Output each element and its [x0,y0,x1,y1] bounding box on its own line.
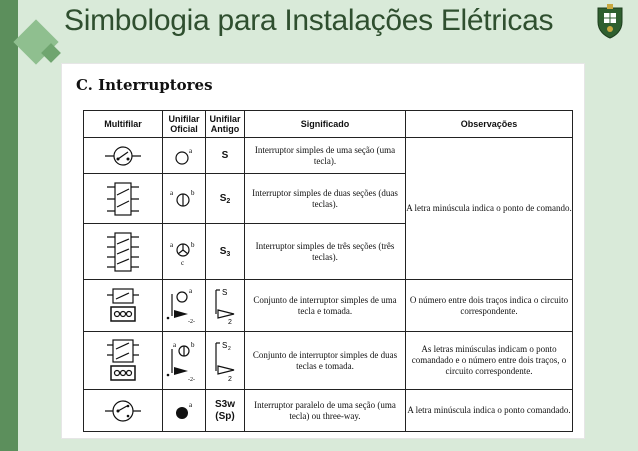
significado-text: Interruptor simples de três seções (três teclas). [245,224,406,280]
multifilar-symbol [84,224,163,280]
observacoes-text: A letra minúscula indica o ponto comandado. [406,390,573,432]
svg-text:a: a [170,240,174,249]
svg-text:-2-: -2- [188,376,195,383]
svg-text:a: a [189,400,193,409]
svg-text:2: 2 [228,318,232,326]
multifilar-symbol [84,138,163,174]
table-row [84,390,573,432]
header-unifilar-antigo: Unifilar Antigo [206,111,245,138]
unifilar-oficial-symbol [163,332,206,390]
multifilar-symbol [84,280,163,332]
unifilar-oficial-symbol [163,174,206,224]
unifilar-oficial-symbol [163,138,206,174]
svg-text:a: a [170,188,174,197]
svg-text:a: a [173,340,177,349]
svg-text:a: a [189,286,193,295]
svg-text:c: c [181,258,185,267]
unifilar-oficial-symbol [163,224,206,280]
significado-text: Interruptor simples de duas seções (duas teclas). [245,174,406,224]
antigo-label-parallel: (Sp) [215,410,235,422]
multifilar-symbol [84,390,163,432]
significado-text: Interruptor simples de uma seção (uma tecla). [245,138,406,174]
slide-title: Simbologia para Instalações Elétricas [64,4,554,37]
significado-text: Interruptor paralelo de uma seção (uma tecla) ou three-way. [245,390,406,432]
table-header-row [84,111,573,138]
left-accent-bar [0,0,18,451]
antigo-label-three-way: S3w [214,398,235,410]
observacoes-text: A letra minúscula indica o ponto de comando. [406,138,573,280]
observacoes-text: O número entre dois traços indica o circuito correspondente. [406,280,573,332]
svg-text:S: S [222,340,228,350]
significado-text: Conjunto de interruptor simples de duas teclas e tomada. [245,332,406,390]
significado-text: Conjunto de interruptor simples de uma tecla e tomada. [245,280,406,332]
svg-text:b: b [191,340,195,349]
svg-text:2: 2 [228,375,232,383]
scanned-document [62,64,584,438]
svg-text:b: b [191,188,195,197]
svg-text:S: S [222,287,228,297]
table-row [84,280,573,332]
header-observacoes: Observações [406,111,573,138]
table-row [84,138,573,174]
svg-text:2: 2 [228,345,231,352]
header-multifilar: Multifilar [84,111,163,138]
unifilar-antigo-symbol [206,332,245,390]
unifilar-antigo-symbol [206,390,245,432]
unifilar-antigo-symbol: $S_2$ [206,174,245,224]
svg-text:a: a [189,146,193,155]
observacoes-text: As letras minúsculas indicam o ponto comandado e o número entre dois traços, o circuito correspondente. [406,332,573,390]
multifilar-symbol [84,174,163,224]
section-title: C. Interruptores [76,76,213,94]
svg-text:-2-: -2- [188,318,195,325]
unifilar-oficial-symbol [163,280,206,332]
svg-text:b: b [191,240,195,249]
unifilar-antigo-symbol: S [206,138,245,174]
symbol-table [83,110,573,432]
header-significado: Significado [245,111,406,138]
header-unifilar-oficial: Unifilar Oficial [163,111,206,138]
unifilar-antigo-symbol [206,280,245,332]
university-crest-icon [595,4,625,40]
unifilar-antigo-symbol: $S_3$ [206,224,245,280]
multifilar-symbol [84,332,163,390]
table-row [84,332,573,390]
unifilar-oficial-symbol [163,390,206,432]
